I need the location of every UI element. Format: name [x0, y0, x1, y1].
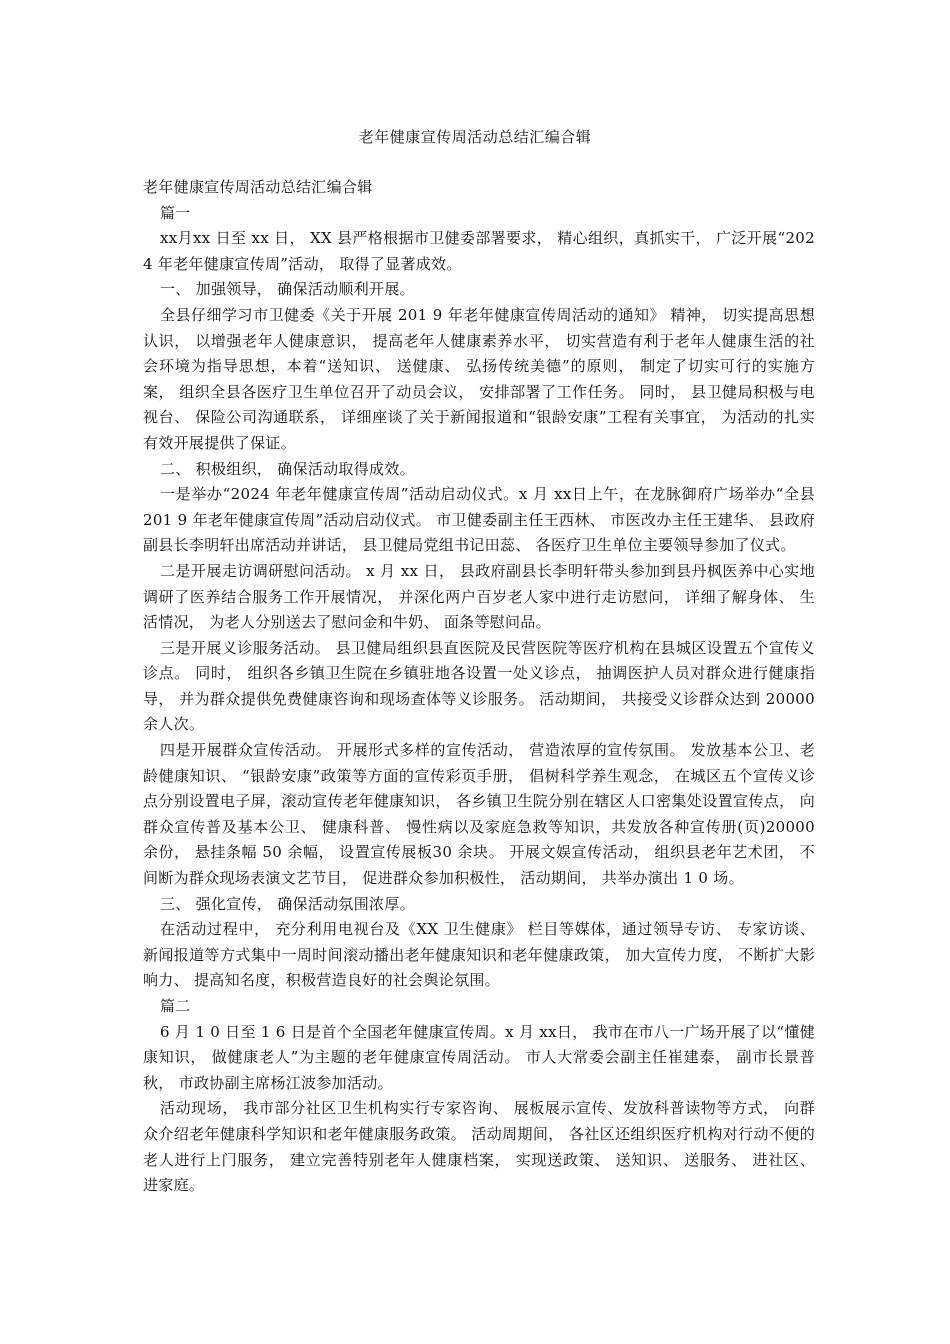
paragraph: 活动现场， 我市部分社区卫生机构实行专家咨询、 展板展示宣传、发放科普读物等方式， 向群众介绍老年健康科学知识和老年健康服务政策。 活动周期间， 各社区还组织医疗机构对行动不便的老人进行上门服务， 建立完善特别老年人健康档案， 实现送政策、 送知识、 送服务、 进社区、 进家庭。	[143, 1099, 815, 1195]
document-body	[143, 175, 815, 1199]
paragraph: 在活动过程中， 充分利用电视台及《XX 卫生健康》 栏目等媒体，通过领导专访、 专家访谈、 新闻报道等方式集中一周时间滚动播出老年健康知识和老年健康政策， 加大宣传力度， 不断扩大影响力、 提高知名度，积极营造良好的社会舆论氛围。	[143, 920, 815, 990]
document-subtitle: 老年健康宣传周活动总结汇编合辑	[143, 178, 373, 196]
section-heading: 一、 加强领导， 确保活动顺利开展。	[160, 280, 415, 299]
paragraph: 6 月 1 0 日至 1 6 日是首个全国老年健康宣传周。x 月 xx日， 我市在市八一广场开展了以“懂健康知识， 做健康老人”为主题的老年健康宣传周活动。 市人大常委会副主任崔建泰， 副市长景普秋， 市政协副主席杨江波参加活动。	[143, 1022, 815, 1092]
section-heading: 三、 强化宣传， 确保活动氛围浓厚。	[160, 894, 415, 913]
section-label-part-one: 篇一	[160, 203, 191, 222]
paragraph: xx月xx 日至 xx 日， XX 县严格根据市卫健委部署要求， 精心组织，真抓实干， 广泛开展“2024 年老年健康宣传周”活动， 取得了显著成效。	[143, 229, 815, 273]
document-title: 老年健康宣传周活动总结汇编合辑	[358, 128, 592, 146]
section-heading: 二、 积极组织， 确保活动取得成效。	[160, 459, 415, 478]
paragraph: 二是开展走访调研慰问活动。 x 月 xx 日， 县政府副县长李明轩带头参加到县丹枫医养中心实地调研了医养结合服务工作开展情况， 并深化两户百岁老人家中进行走访慰问， 详细了解身体、 生活情况， 为老人分别送去了慰问金和牛奶、 面条等慰问品。	[143, 561, 815, 632]
paragraph: 四是开展群众宣传活动。 开展形式多样的宣传活动， 营造浓厚的宣传氛围。 发放基本公卫、老龄健康知识、 “银龄安康”政策等方面的宣传彩页手册， 倡树科学养生观念， 在城区五个宣传义诊点分别设置电子屏，滚动宣传老年健康知识， 各乡镇卫生院分别在辖区人口密集处设置宣传点， 向群众宣传普及基本公卫、 健康科普、 慢性病以及家庭急救等知识，共发放各种宣传册(页)20000 余份， 悬挂条幅 50 余幅， 设置宣传展板30 余块。 开展文娱宣传活动， 组织县老年艺术团， 不间断为群众现场表演文艺节目， 促进群众参加积极性， 活动期间， 共举办演出 1 0 场。	[143, 741, 815, 888]
paragraph: 一是举办“2024 年老年健康宣传周”活动启动仪式。x 月 xx日上午，在龙脉御府广场举办“全县 201 9 年老年健康宣传周”活动启动仪式。 市卫健委副主任王西林、 市医改办主任王建华、 县政府副县长李明轩出席活动并讲话， 县卫健局党组书记田蕊、 各医疗卫生单位主要领导参加了仪式。	[143, 485, 815, 555]
section-label-part-two: 篇二	[160, 997, 191, 1015]
paragraph: 全县仔细学习市卫健委《关于开展 201 9 年老年健康宣传周活动的通知》 精神， 切实提高思想认识， 以增强老年人健康意识， 提高老年人健康素养水平， 切实营造有利于老年人健康生活的社会环境为指导思想，本着“送知识、 送健康、 弘扬传统美德”的原则， 制定了切实可行的实施方案， 组织全县各医疗卫生单位召开了动员会议， 安排部署了工作任务。 同时， 县卫健局积极与电视台、 保险公司沟通联系， 详细座谈了关于新闻报道和“银龄安康”工程有关事宜， 为活动的扎实有效开展提供了保证。	[143, 305, 815, 452]
paragraph: 三是开展义诊服务活动。 县卫健局组织县直医院及民营医院等医疗机构在县城区设置五个宣传义诊点。 同时， 组织各乡镇卫生院在乡镇驻地各设置一处义诊点， 抽调医护人员对群众进行健康指导， 并为群众提供免费健康咨询和现场查体等义诊服务。 活动期间， 共接受义诊群众达到 20000 余人次。	[143, 638, 815, 734]
